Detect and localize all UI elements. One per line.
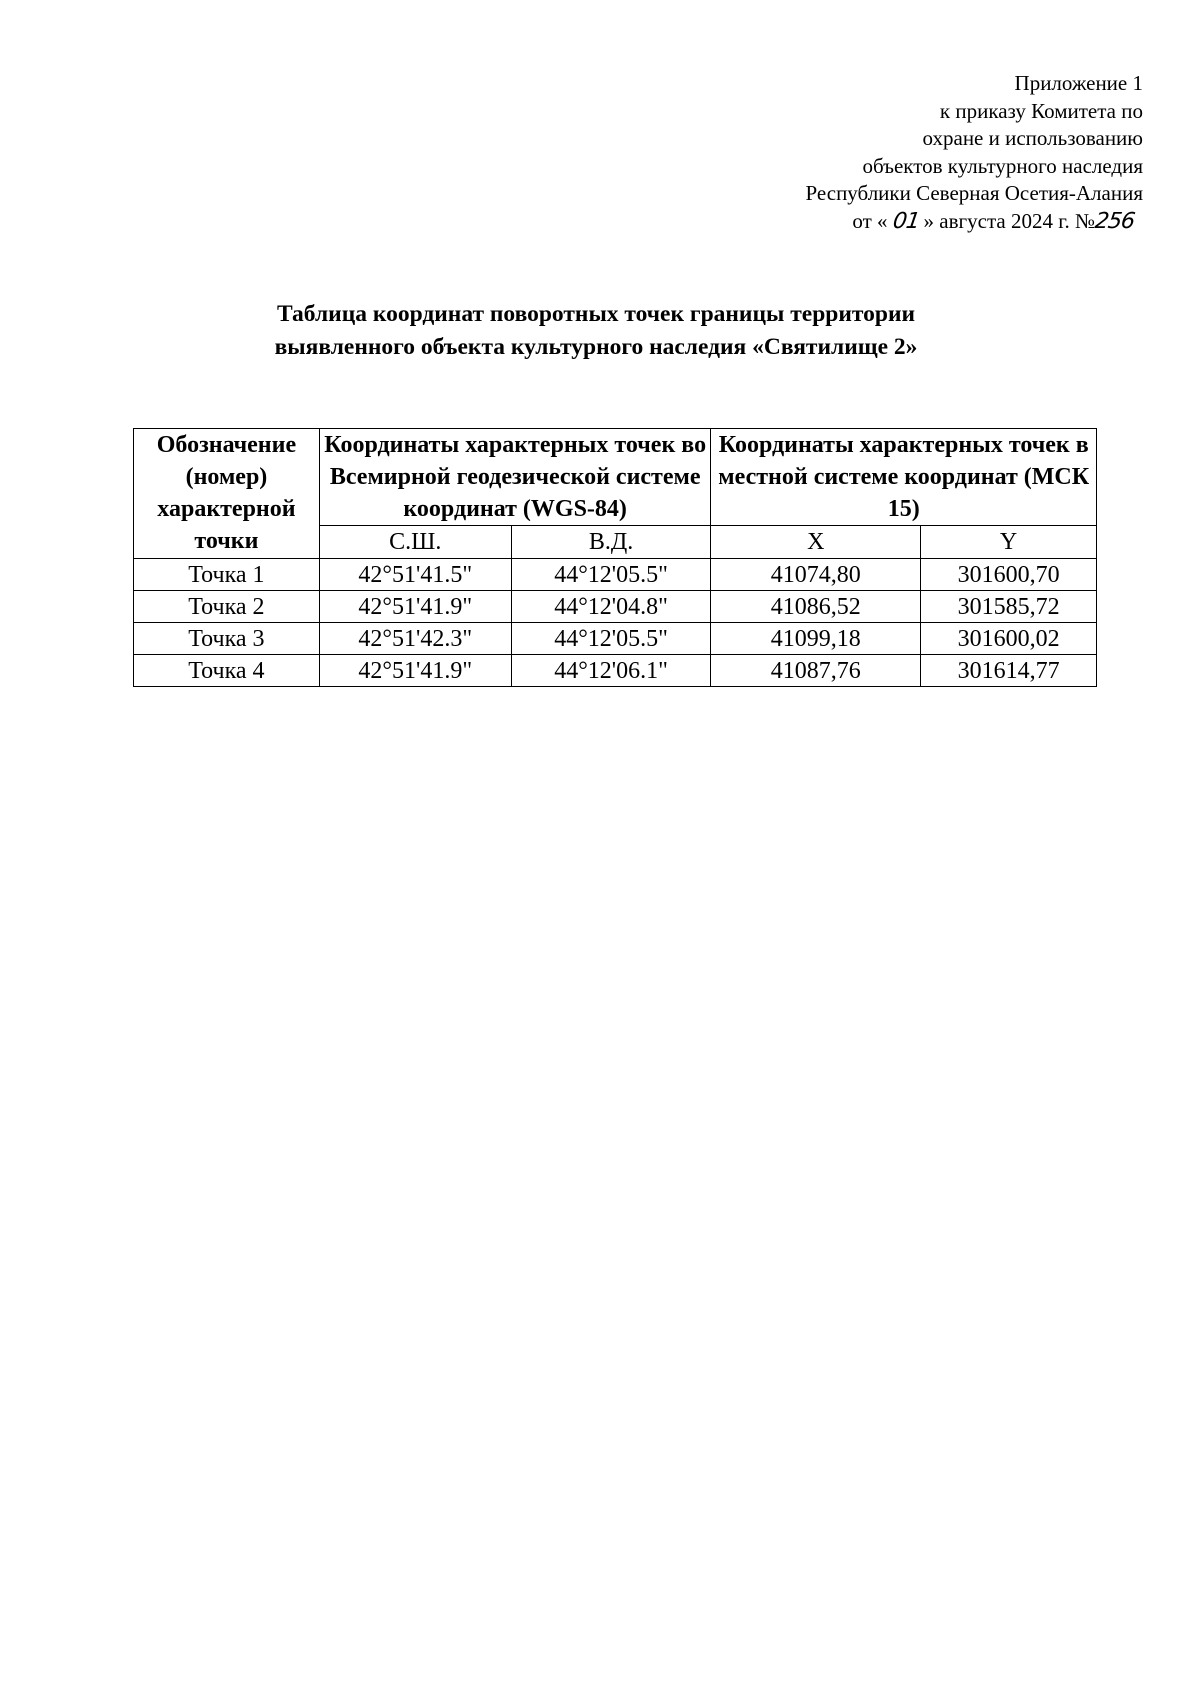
handwritten-day: 01 — [890, 208, 921, 234]
cell-lat: 42°51'42.3" — [319, 623, 511, 655]
handwritten-order-number: 256 — [1093, 208, 1136, 234]
date-prefix: от « — [852, 208, 888, 233]
cell-lon: 44°12'05.5" — [511, 559, 711, 591]
table-header-row — [134, 429, 1097, 526]
subheader-x: X — [711, 526, 921, 559]
title-line-2: выявленного объекта культурного наследия «Святилище 2» — [274, 334, 918, 360]
appendix-date-line — [806, 208, 1144, 236]
appendix-line-3: охране и использованию — [922, 126, 1143, 150]
cell-lon: 44°12'05.5" — [511, 623, 711, 655]
subheader-y: Y — [921, 526, 1097, 559]
subheader-lat: С.Ш. — [319, 526, 511, 559]
coordinates-table — [133, 428, 1097, 687]
cell-lon: 44°12'04.8" — [511, 591, 711, 623]
subheader-lon: В.Д. — [511, 526, 711, 559]
table-row — [134, 623, 1097, 655]
cell-y: 301585,72 — [921, 591, 1097, 623]
cell-point: Точка 2 — [134, 591, 320, 623]
appendix-line-4: объектов культурного наследия — [862, 153, 1143, 178]
cell-lat: 42°51'41.5" — [319, 559, 511, 591]
cell-point: Точка 3 — [134, 623, 320, 655]
cell-y: 301600,02 — [921, 623, 1097, 655]
appendix-line-2: к приказу Комитета по — [939, 98, 1143, 123]
cell-x: 41087,76 — [711, 655, 921, 687]
cell-y: 301600,70 — [921, 559, 1097, 591]
cell-lat: 42°51'41.9" — [319, 655, 511, 687]
header-designation: Обозначение (номер) характерной точки — [134, 429, 320, 559]
cell-point: Точка 4 — [134, 655, 320, 687]
table-row — [134, 655, 1097, 687]
cell-x: 41099,18 — [711, 623, 921, 655]
table-row — [134, 591, 1097, 623]
title-line-1: Таблица координат поворотных точек границы территории — [276, 301, 916, 327]
appendix-line-5: Республики Северная Осетия-Алания — [805, 181, 1143, 205]
cell-lon: 44°12'06.1" — [511, 655, 711, 687]
cell-x: 41074,80 — [711, 559, 921, 591]
cell-x: 41086,52 — [711, 591, 921, 623]
appendix-block — [806, 70, 1144, 235]
cell-point: Точка 1 — [134, 559, 320, 591]
cell-lat: 42°51'41.9" — [319, 591, 511, 623]
date-middle: » августа 2024 г. № — [923, 208, 1095, 233]
table-row — [134, 559, 1097, 591]
header-wgs84: Координаты характерных точек во Всемирной геодезической системе координат (WGS-84) — [319, 429, 711, 526]
header-msk15: Координаты характерных точек в местной системе координат (МСК 15) — [711, 429, 1097, 526]
appendix-line-1: Приложение 1 — [1014, 71, 1143, 95]
cell-y: 301614,77 — [921, 655, 1097, 687]
document-title — [130, 298, 1062, 364]
